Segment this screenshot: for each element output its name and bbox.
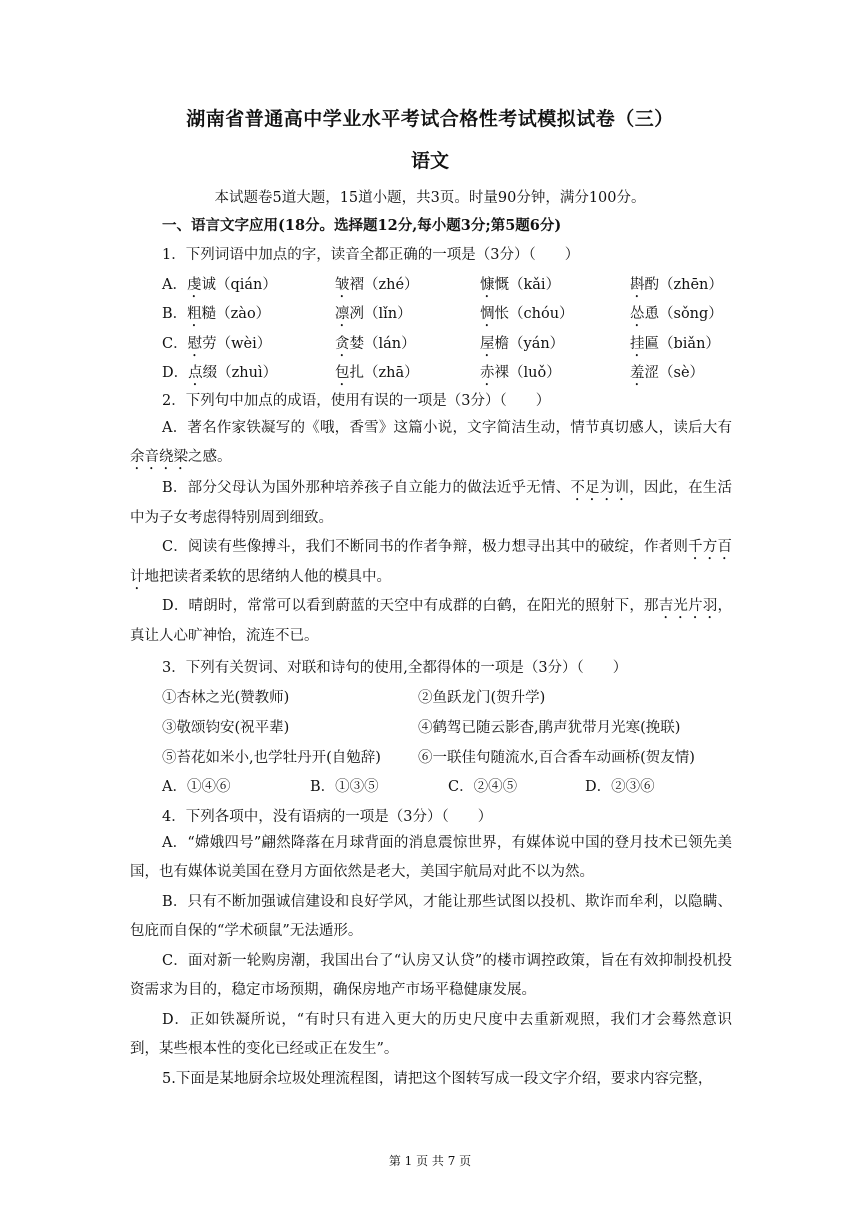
question-2-option-a: A．著名作家铁凝写的《哦，香雪》这篇小说，文字简洁生动，情节真切感人，读后大有余音绕梁之感。 xyxy=(130,420,732,465)
question-3-item: ⑥一联佳句随流水,百合香车动画桥(贺友情) xyxy=(418,750,695,766)
dotted-character: 慰 xyxy=(187,336,203,352)
dotted-character: 虔 xyxy=(186,277,202,293)
idiom-dotted: 吉光片羽 xyxy=(658,598,718,614)
question-1-option-word: 屋檐（yán） xyxy=(480,336,565,352)
question-1-option-word: 慷慨（kǎi） xyxy=(480,277,561,293)
question-1-option-word: 怂恿（sǒng） xyxy=(630,306,723,322)
question-3-choice: C．②④⑤ xyxy=(448,779,518,795)
question-3-choice: D．②③⑥ xyxy=(585,779,655,795)
question-1-option-word: 凛冽（lǐn） xyxy=(335,306,412,322)
dotted-character: 皱 xyxy=(335,277,350,293)
dotted-character: 粗 xyxy=(187,306,202,322)
question-2-option-d: D．晴朗时，常常可以看到蔚蓝的天空中有成群的白鹤，在阳光的照射下，那吉光片羽，真让人心旷神怡，流连不已。 xyxy=(130,598,733,644)
question-2-option-b: B．部分父母认为国外那种培养孩子自立能力的做法近乎无情、不足为训，因此，在生活中为子女考虑得特别周到细致。 xyxy=(130,480,733,526)
dotted-character: 屋 xyxy=(480,336,495,352)
question-3-choice: B．①③⑤ xyxy=(310,779,379,795)
question-1-stem: 1．下列词语中加点的字，读音全都正确的一项是（3分）（ ） xyxy=(162,247,580,263)
exam-intro: 本试题卷5道大题，15道小题，共3页。时量90分钟，满分100分。 xyxy=(214,190,646,206)
idiom-dotted: 余音绕梁 xyxy=(130,449,188,465)
question-1-option-word: 挂匾（biǎn） xyxy=(630,336,720,352)
question-1-option-word: 斟酌（zhēn） xyxy=(630,277,723,293)
question-2-option-c: C．阅读有些像搏斗，我们不断同书的作者争辩，极力想寻出其中的破绽，作者则千方百计地把读者柔软的思绪纳人他的模具中。 xyxy=(130,539,733,585)
dotted-character: 斟 xyxy=(630,277,645,293)
page-footer: 第 1 页 共 7 页 xyxy=(388,1154,472,1168)
dotted-character: 慷 xyxy=(480,277,495,293)
dotted-character: 贪 xyxy=(335,336,350,352)
question-1-option-word: C．慰劳（wèi） xyxy=(162,336,272,352)
question-4-stem: 4．下列各项中，没有语病的一项是（3分）（ ） xyxy=(162,809,493,825)
section-heading: 一、语言文字应用(18分。选择题12分,每小题3分;第5题6分) xyxy=(162,217,562,234)
dotted-character: 惆 xyxy=(480,306,495,322)
question-1-option-word: 赤裸（luǒ） xyxy=(480,365,561,381)
dotted-character: 羞 xyxy=(630,365,645,381)
question-3-item: ④鹤驾已随云影杳,鹃声犹带月光寒(挽联) xyxy=(418,720,681,736)
question-4-option-b: B．只有不断加强诚信建设和良好学风，才能让那些试图以投机、欺诈而牟利，以隐瞒、包庇而自保的“学术硕鼠”无法遁形。 xyxy=(130,894,732,939)
question-5-stem: 5.下面是某地厨余垃圾处理流程图，请把这个图转写成一段文字介绍，要求内容完整， xyxy=(162,1071,713,1087)
question-3-choice: A．①④⑥ xyxy=(162,779,231,795)
question-3-item: ①杏林之光(赞教师) xyxy=(162,690,290,706)
dotted-character: 凛 xyxy=(335,306,350,322)
dotted-character: 赤 xyxy=(480,365,495,381)
dotted-character: 挂 xyxy=(630,336,645,352)
question-1-option-word: D．点缀（zhuì） xyxy=(162,365,278,381)
idiom-dotted: 不足为训 xyxy=(570,480,630,496)
question-1-option-word: A．虔诚（qián） xyxy=(162,277,277,293)
question-3-stem: 3．下列有关贺词、对联和诗句的使用,全都得体的一项是（3分）（ ） xyxy=(162,660,628,676)
dotted-character: 点 xyxy=(188,365,203,381)
question-1-option-word: 贪婪（lán） xyxy=(335,336,416,352)
question-3-item: ③敬颂钧安(祝平辈) xyxy=(162,720,290,736)
question-1-option-word: 包扎（zhā） xyxy=(335,365,419,381)
question-3-item: ⑤苔花如米小,也学牡丹开(自勉辞) xyxy=(162,750,381,766)
question-1-option-word: 皱褶（zhé） xyxy=(335,277,419,293)
subject-title: 语文 xyxy=(410,150,449,172)
question-4-option-d: D．正如铁凝所说，“有时只有进入更大的历史尺度中去重新观照，我们才会蓦然意识到，某些根本性的变化已经或正在发生”。 xyxy=(130,1012,732,1057)
dotted-character: 怂 xyxy=(630,306,645,322)
question-4-option-a: A．“嫦娥四号”翩然降落在月球背面的消息震惊世界，有媒体说中国的登月技术已领先美国，也有媒体说美国在登月方面依然是老大，美国宇航局对此不以为然。 xyxy=(130,835,732,880)
question-1-option-word: B．粗糙（zào） xyxy=(162,306,271,322)
question-1-option-word: 羞涩（sè） xyxy=(630,365,705,381)
question-3-item: ②鱼跃龙门(贺升学) xyxy=(418,690,546,706)
question-1-option-word: 惆怅（chóu） xyxy=(480,306,574,322)
idiom-dotted: 千方百计 xyxy=(130,539,733,585)
exam-title: 湖南省普通高中学业水平考试合格性考试模拟试卷（三） xyxy=(186,108,674,130)
dotted-character: 包 xyxy=(335,365,350,381)
question-2-stem: 2．下列句中加点的成语，使用有误的一项是（3分）（ ） xyxy=(162,393,551,409)
question-4-option-c: C．面对新一轮购房潮，我国出台了“认房又认贷”的楼市调控政策，旨在有效抑制投机投资需求为目的，稳定市场预期，确保房地产市场平稳健康发展。 xyxy=(130,953,732,998)
